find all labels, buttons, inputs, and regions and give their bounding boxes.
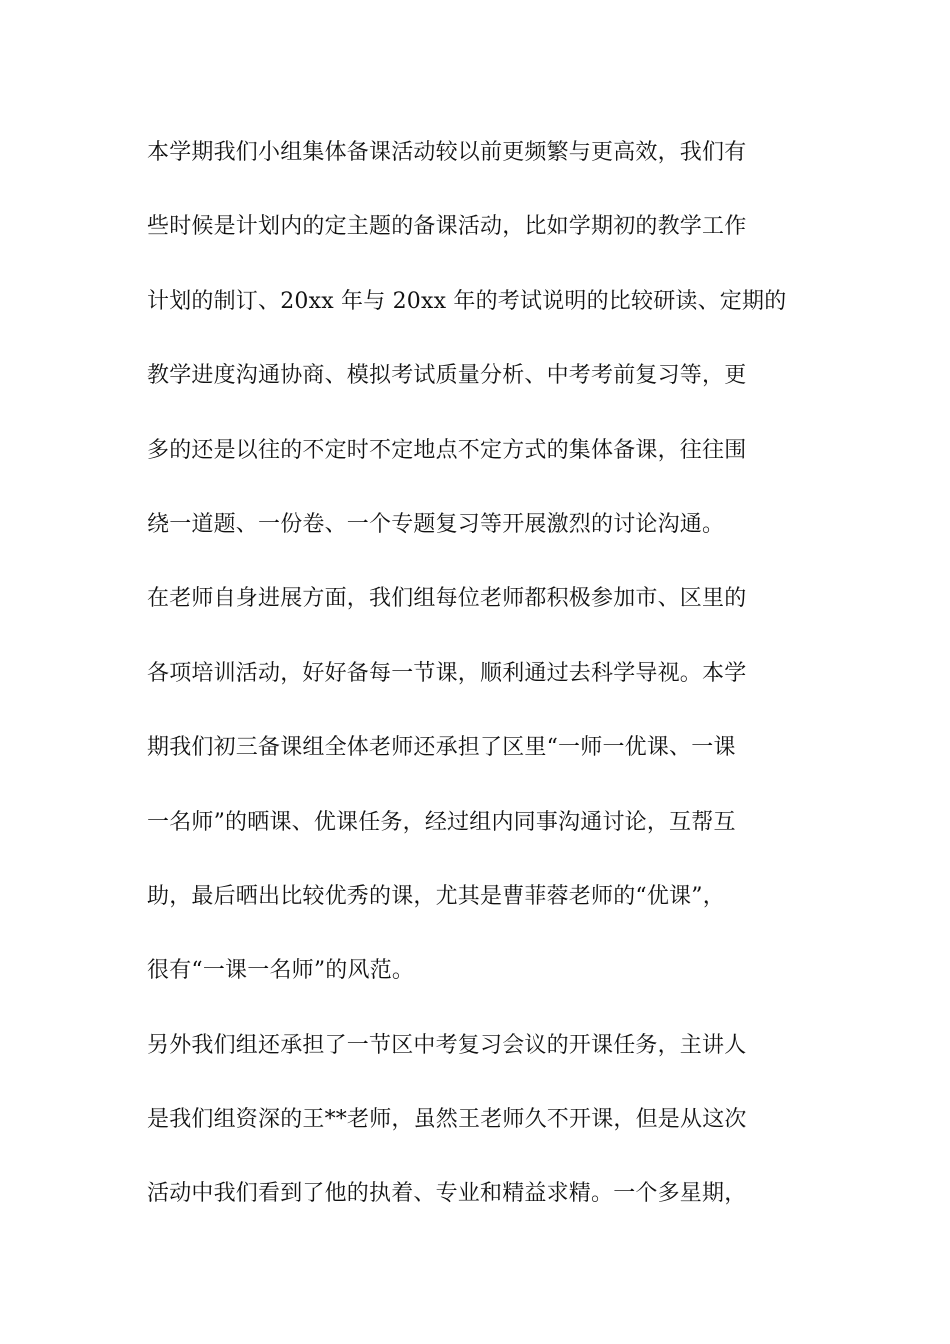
paragraph-review-lesson-task bbox=[147, 1024, 807, 1247]
text-line: 绕一道题、一份卷、一个专题复习等开展激烈的讨论沟通。 bbox=[147, 511, 725, 537]
document-body bbox=[147, 131, 807, 1247]
text-line: 些时候是计划内的定主题的备课活动，比如学期初的教学工作 bbox=[147, 214, 747, 240]
text-line: 助，最后晒出比较优秀的课，尤其是曹菲蓉老师的“优课”， bbox=[147, 883, 725, 909]
text-line: 在老师自身进展方面，我们组每位老师都积极参加市、区里的 bbox=[147, 586, 747, 612]
text-line: 另外我们组还承担了一节区中考复习会议的开课任务，主讲人 bbox=[147, 1032, 747, 1058]
text-line: 期我们初三备课组全体老师还承担了区里“一师一优课、一课 bbox=[147, 735, 736, 761]
text-line: 活动中我们看到了他的执着、专业和精益求精。一个多星期， bbox=[147, 1181, 747, 1207]
text-line: 计划的制订、20xx 年与 20xx 年的考试说明的比较研读、定期的 bbox=[147, 288, 787, 314]
text-line: 多的还是以往的不定时不定地点不定方式的集体备课，往往围 bbox=[147, 437, 747, 463]
text-line: 本学期我们小组集体备课活动较以前更频繁与更高效，我们有 bbox=[147, 140, 747, 165]
text-line: 很有“一课一名师”的风范。 bbox=[147, 958, 415, 984]
paragraph-collective-lesson-prep bbox=[147, 131, 807, 577]
paragraph-teacher-development bbox=[147, 577, 807, 1023]
text-line: 是我们组资深的王**老师，虽然王老师久不开课，但是从这次 bbox=[147, 1107, 747, 1133]
text-line: 一名师”的晒课、优课任务，经过组内同事沟通讨论，互帮互 bbox=[147, 809, 736, 835]
text-line: 各项培训活动，好好备每一节课，顺利通过去科学导视。本学 bbox=[147, 660, 747, 686]
text-line: 教学进度沟通协商、模拟考试质量分析、中考考前复习等，更 bbox=[147, 363, 747, 389]
